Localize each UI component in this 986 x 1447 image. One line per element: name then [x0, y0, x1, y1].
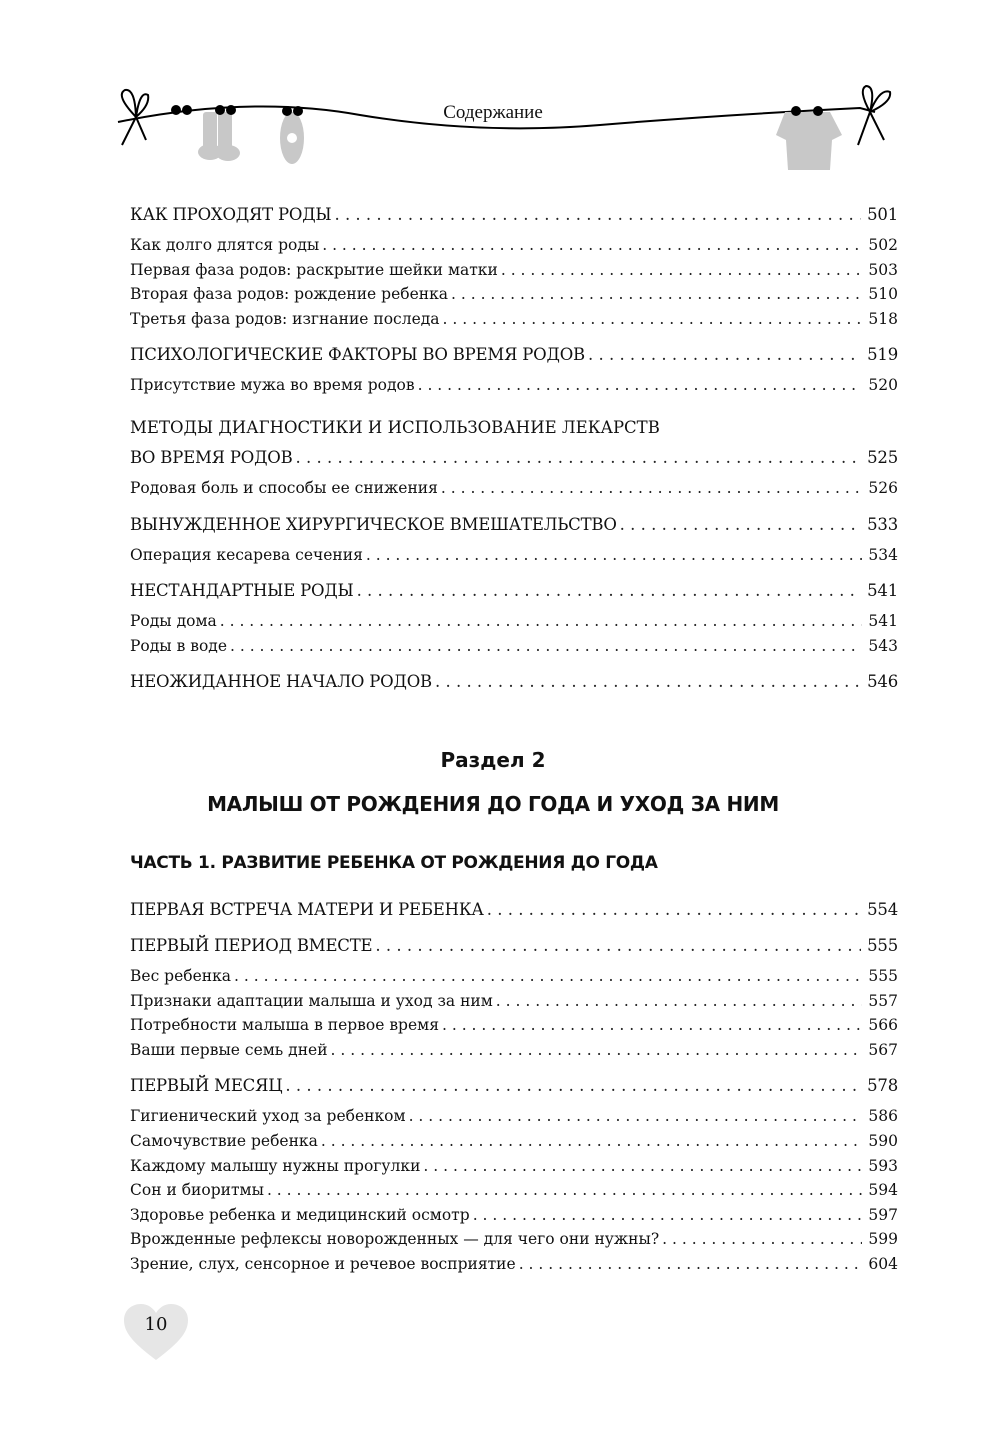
- clothesline-illustration: [0, 0, 986, 180]
- entry-page-number: 546: [867, 672, 898, 692]
- toc-entry: [130, 476, 898, 501]
- toc-entry: [130, 282, 898, 307]
- toc-entry: [130, 543, 898, 568]
- entry-title: Каждому малышу нужны прогулки: [130, 1156, 421, 1175]
- dot-leader: [441, 476, 863, 501]
- toc-group: [130, 670, 898, 694]
- toc-entry: [130, 258, 898, 283]
- entry-page-number: 503: [868, 260, 898, 279]
- dot-leader: [435, 670, 861, 694]
- dot-leader: [296, 446, 862, 470]
- entry-page-number: 541: [868, 612, 898, 631]
- entry-title: Здоровье ребенка и медицинский осмотр: [130, 1205, 470, 1224]
- toc-entry: [130, 1129, 898, 1154]
- toc-chapter-entry: [130, 203, 898, 227]
- toc-entry: [130, 1227, 898, 1252]
- dot-leader: [409, 1104, 863, 1129]
- dot-leader: [442, 1013, 862, 1038]
- entry-page-number: 541: [867, 581, 898, 601]
- toc-chapter-entry: [130, 513, 898, 537]
- entry-page-number: 543: [868, 636, 898, 655]
- entry-page-number: 599: [868, 1230, 898, 1249]
- section-label: Раздел 2: [440, 748, 546, 772]
- entry-title: Третья фаза родов: изгнание последа: [130, 309, 440, 328]
- entry-page-number: 518: [868, 309, 898, 328]
- entry-title: Признаки адаптации малыша и уход за ним: [130, 991, 493, 1010]
- dot-leader: [234, 964, 862, 989]
- dot-leader: [331, 1038, 863, 1063]
- toc-entry: [130, 1104, 898, 1129]
- toc-group: [130, 410, 898, 501]
- toc-chapter-entry: [130, 934, 898, 958]
- toc-entry: [130, 1203, 898, 1228]
- entry-title: ПЕРВЫЙ МЕСЯЦ: [130, 1076, 283, 1096]
- running-header: [0, 0, 986, 180]
- toc-entry: [130, 964, 898, 989]
- entry-title: Первая фаза родов: раскрытие шейки матки: [130, 260, 498, 279]
- toc-entry: [130, 373, 898, 398]
- toc-entry: [130, 233, 898, 258]
- toc-entry: [130, 1013, 898, 1038]
- toc-entry: [130, 1178, 898, 1203]
- dot-leader: [285, 1074, 861, 1098]
- entry-page-number: 555: [867, 936, 898, 955]
- toc-chapter-entry: [130, 898, 898, 922]
- toc-entry: [130, 1038, 898, 1063]
- entry-title: Врожденные рефлексы новорожденных — для чего они нужны?: [130, 1230, 660, 1249]
- toc-chapter-entry: [130, 343, 898, 367]
- toc-chapter-entry: [130, 446, 898, 470]
- entry-page-number: 501: [867, 205, 898, 224]
- entry-page-number: 567: [868, 1040, 898, 1059]
- toc-entry: [130, 1154, 898, 1179]
- dot-leader: [322, 233, 862, 258]
- entry-title: Операция кесарева сечения: [130, 545, 363, 564]
- entry-title: Гигиенический уход за ребенком: [130, 1107, 406, 1126]
- toc-group: [130, 898, 898, 922]
- toc-entry: [130, 634, 898, 659]
- toc-group: [130, 579, 898, 658]
- entry-title: ВО ВРЕМЯ РОДОВ: [130, 447, 293, 467]
- entry-title: Присутствие мужа во время родов: [130, 376, 415, 395]
- dot-leader: [321, 1129, 863, 1154]
- dot-leader: [423, 1154, 862, 1179]
- dot-leader: [620, 513, 861, 537]
- entry-page-number: 526: [868, 478, 898, 497]
- section-title: МАЛЫШ ОТ РОЖДЕНИЯ ДО ГОДА И УХОД ЗА НИМ: [207, 792, 779, 816]
- dot-leader: [366, 543, 863, 568]
- entry-title: Сон и биоритмы: [130, 1181, 264, 1200]
- dot-leader: [418, 373, 863, 398]
- entry-title: ПЕРВАЯ ВСТРЕЧА МАТЕРИ И РЕБЕНКА: [130, 900, 484, 919]
- dot-leader: [451, 282, 862, 307]
- entry-page-number: 597: [868, 1205, 898, 1224]
- entry-page-number: 593: [868, 1156, 898, 1175]
- part-heading: ЧАСТЬ 1. РАЗВИТИЕ РЕБЕНКА ОТ РОЖДЕНИЯ ДО ГОДА: [130, 853, 658, 873]
- toc-entry: [130, 307, 898, 332]
- dot-leader: [519, 1252, 863, 1277]
- dot-leader: [501, 258, 863, 283]
- entry-page-number: 594: [868, 1181, 898, 1200]
- toc-group: [130, 934, 898, 1062]
- entry-title: КАК ПРОХОДЯТ РОДЫ: [130, 205, 332, 224]
- dot-leader: [496, 989, 863, 1014]
- entry-title: ВЫНУЖДЕННОЕ ХИРУРГИЧЕСКОЕ ВМЕШАТЕЛЬСТВО: [130, 514, 617, 534]
- entry-title: Ваши первые семь дней: [130, 1040, 328, 1059]
- dot-leader: [357, 579, 862, 603]
- entry-title: НЕОЖИДАННОЕ НАЧАЛО РОДОВ: [130, 672, 432, 692]
- entry-title: ПСИХОЛОГИЧЕСКИЕ ФАКТОРЫ ВО ВРЕМЯ РОДОВ: [130, 345, 585, 365]
- toc-entry: [130, 989, 898, 1014]
- entry-page-number: 502: [868, 236, 898, 254]
- dot-leader: [220, 609, 863, 634]
- entry-page-number: 590: [868, 1131, 898, 1150]
- entry-page-number: 533: [867, 514, 898, 534]
- page-number: 10: [144, 1314, 168, 1335]
- toc-chapter-entry: [130, 1074, 898, 1098]
- dot-leader: [662, 1227, 862, 1252]
- entry-title: Как долго длятся роды: [130, 236, 320, 254]
- toc-chapter-entry: [130, 579, 898, 603]
- toc-chapter-entry: [130, 670, 898, 694]
- entry-page-number: 554: [867, 900, 898, 919]
- entry-title: Вторая фаза родов: рождение ребенка: [130, 285, 449, 304]
- entry-title: ПЕРВЫЙ ПЕРИОД ВМЕСТЕ: [130, 936, 373, 955]
- dot-leader: [267, 1178, 862, 1203]
- entry-title: Родовая боль и способы ее снижения: [130, 478, 438, 497]
- toc-entry: [130, 1252, 898, 1277]
- toc-list-part2: [130, 898, 898, 1289]
- dot-leader: [334, 203, 861, 227]
- toc-group: [130, 1074, 898, 1276]
- entry-title: Вес ребенка: [130, 967, 232, 985]
- dot-leader: [443, 307, 863, 332]
- entry-page-number: 525: [867, 447, 898, 467]
- toc-group: [130, 203, 898, 331]
- entry-title: Роды дома: [130, 612, 217, 631]
- entry-page-number: 586: [868, 1107, 898, 1126]
- entry-page-number: 566: [868, 1016, 898, 1035]
- dot-leader: [487, 898, 861, 922]
- dot-leader: [230, 634, 862, 659]
- entry-title: Потребности малыша в первое время: [130, 1016, 439, 1035]
- dot-leader: [473, 1203, 863, 1228]
- toc-chapter-title-line: МЕТОДЫ ДИАГНОСТИКИ И ИСПОЛЬЗОВАНИЕ ЛЕКАРСТВ: [130, 417, 660, 437]
- running-header-title: Содержание: [443, 102, 543, 123]
- entry-page-number: 557: [868, 991, 898, 1010]
- entry-page-number: 555: [868, 967, 898, 985]
- entry-title: Самочувствие ребенка: [130, 1131, 318, 1150]
- toc-group: [130, 513, 898, 568]
- toc-entry: [130, 609, 898, 634]
- dot-leader: [375, 934, 861, 958]
- entry-page-number: 534: [868, 545, 898, 564]
- entry-page-number: 604: [868, 1254, 898, 1273]
- toc-group: [130, 343, 898, 398]
- entry-page-number: 510: [868, 285, 898, 304]
- entry-title: НЕСТАНДАРТНЫЕ РОДЫ: [130, 581, 354, 601]
- toc-list-part1: [130, 203, 898, 706]
- entry-page-number: 578: [867, 1076, 898, 1096]
- entry-page-number: 519: [867, 345, 898, 365]
- entry-page-number: 520: [868, 376, 898, 395]
- page-number-badge: [122, 1302, 190, 1362]
- entry-title: Зрение, слух, сенсорное и речевое восприятие: [130, 1254, 516, 1273]
- dot-leader: [588, 343, 861, 367]
- entry-title: Роды в воде: [130, 636, 227, 655]
